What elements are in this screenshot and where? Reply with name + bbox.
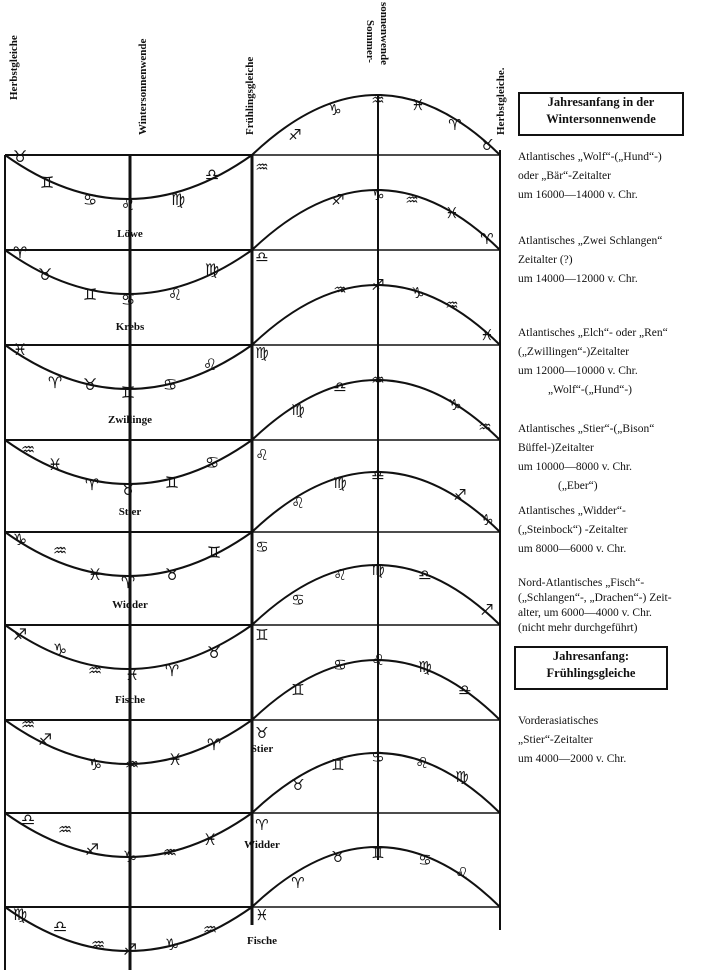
gemini-sign-icon: ♊ [82,285,98,304]
era-line: („Steinbock“) -Zeitalter [518,524,628,536]
era-line: „Wolf“-(„Hund“-) [548,384,632,396]
capricorn-sign-icon: ♑ [12,530,28,549]
era-line: Zeitalter (?) [518,254,573,266]
era-bull-near-east [518,712,723,769]
header-autumn-left: Herbstgleiche [8,35,20,100]
gemini-sign-icon: ♊ [255,626,269,644]
virgo-sign-icon: ♍ [204,260,220,279]
aquarius-sign-icon: ♒ [371,371,385,389]
era-line: um 14000—12000 v. Chr. [518,273,638,285]
aquarius-sign-icon: ♒ [20,440,36,459]
era-line: Nord-Atlantisches „Fisch“- [518,577,645,589]
leo-sign-icon: ♌ [371,651,385,669]
capricorn-sign-icon: ♑ [448,396,462,414]
header-summer-solstice-1: Sommer- [364,20,376,63]
libra-sign-icon: ♎ [418,566,432,584]
era-line: um 16000—14000 v. Chr. [518,189,638,201]
libra-sign-icon: ♎ [20,810,36,829]
pisces-sign-icon: ♓ [202,830,218,849]
aries-sign-icon: ♈ [255,816,269,834]
pisces-sign-icon: ♓ [480,326,494,344]
taurus-sign-icon: ♉ [291,776,305,794]
sagittarius-sign-icon: ♐ [480,601,494,619]
pisces-sign-icon: ♓ [12,340,28,359]
aquarius-sign-icon: ♒ [90,935,106,954]
row-label: Widder [112,599,148,611]
aries-sign-icon: ♈ [206,735,222,754]
leo-sign-icon: ♌ [120,195,136,214]
row-label: Löwe [117,228,143,240]
sagittarius-sign-icon: ♐ [84,840,100,859]
virgo-sign-icon: ♍ [418,658,432,676]
leo-sign-icon: ♌ [202,355,218,374]
pisces-sign-icon: ♓ [255,906,269,924]
era-line: Büffel-)Zeitalter [518,442,594,454]
sagittarius-sign-icon: ♐ [37,730,53,749]
leo-sign-icon: ♌ [455,864,469,882]
aquarius-sign-icon: ♒ [405,191,419,209]
box-spring-line-2: Frühlingsgleiche [546,666,636,680]
cancer-sign-icon: ♋ [418,851,432,869]
pisces-sign-icon: ♓ [411,96,425,114]
era-line: um 8000—6000 v. Chr. [518,543,627,555]
era-line: um 4000—2000 v. Chr. [518,753,627,765]
era-line: oder „Bär“-Zeitalter [518,170,611,182]
leo-sign-icon: ♌ [291,494,305,512]
era-fish-north [518,576,723,636]
aquarius-sign-icon: ♒ [57,820,73,839]
aries-sign-icon: ♈ [12,243,28,262]
taurus-sign-icon: ♉ [480,136,494,154]
row-label: Krebs [115,321,145,333]
gemini-sign-icon: ♊ [371,844,385,862]
taurus-sign-icon: ♉ [12,147,28,166]
libra-sign-icon: ♎ [52,917,68,936]
aries-sign-icon: ♈ [448,116,462,134]
era-wolf [518,148,723,205]
gemini-sign-icon: ♊ [39,173,55,192]
aquarius-sign-icon: ♒ [255,158,269,176]
era-line: Atlantisches „Wolf“-(„Hund“-) [518,151,662,163]
capricorn-sign-icon: ♑ [411,284,425,302]
libra-sign-icon: ♎ [458,681,472,699]
era-bull-bison [518,420,723,496]
box-winter-line-2: Wintersonnenwende [546,112,656,126]
summer-arc [252,285,500,345]
aquarius-sign-icon: ♒ [371,91,385,109]
box-spring-year-start [514,646,668,690]
virgo-sign-icon: ♍ [333,474,347,492]
gemini-sign-icon: ♊ [164,473,180,492]
leo-sign-icon: ♌ [167,285,183,304]
capricorn-sign-icon: ♑ [328,101,342,119]
capricorn-sign-icon: ♑ [52,640,68,659]
capricorn-sign-icon: ♑ [87,755,103,774]
aries-sign-icon: ♈ [164,661,180,680]
era-elk [518,324,723,400]
libra-sign-icon: ♎ [255,248,269,266]
sagittarius-sign-icon: ♐ [12,625,28,644]
aries-sign-icon: ♈ [291,874,305,892]
sagittarius-sign-icon: ♐ [288,126,302,144]
sagittarius-sign-icon: ♐ [331,191,345,209]
pisces-sign-icon: ♓ [47,455,63,474]
aquarius-sign-icon: ♒ [20,715,36,734]
taurus-sign-icon: ♉ [82,375,98,394]
spring-label: Widder [244,839,280,851]
era-line: („Eber“) [558,480,598,492]
spring-label: Stier [250,743,274,755]
era-line: „Stier“-Zeitalter [518,734,593,746]
box-winter-line-1: Jahresanfang in der [547,95,655,109]
pisces-sign-icon: ♓ [124,665,140,684]
gemini-sign-icon: ♊ [331,756,345,774]
spring-label: Fische [247,935,277,947]
aquarius-sign-icon: ♒ [478,418,492,436]
libra-sign-icon: ♎ [204,165,220,184]
era-line: Atlantisches „Zwei Schlangen“ [518,235,663,247]
libra-sign-icon: ♎ [333,378,347,396]
era-line: Atlantisches „Stier“-(„Bison“ [518,423,655,435]
virgo-sign-icon: ♍ [12,905,28,924]
era-line: Atlantisches „Widder“- [518,505,626,517]
leo-sign-icon: ♌ [255,446,269,464]
aries-sign-icon: ♈ [120,573,136,592]
summer-arc [252,380,500,440]
libra-sign-icon: ♎ [371,466,385,484]
era-line: um 10000—8000 v. Chr. [518,461,632,473]
pisces-sign-icon: ♓ [445,204,459,222]
era-two-serpents [518,232,723,289]
leo-sign-icon: ♌ [333,566,347,584]
aquarius-sign-icon: ♒ [87,661,103,680]
virgo-sign-icon: ♍ [291,401,305,419]
aries-sign-icon: ♈ [84,475,100,494]
aquarius-sign-icon: ♒ [202,920,218,939]
cancer-sign-icon: ♋ [82,190,98,209]
box-spring-line-1: Jahresanfang: [552,649,630,663]
cancer-sign-icon: ♋ [120,290,136,309]
virgo-sign-icon: ♍ [455,768,469,786]
era-line: (nicht mehr durchgeführt) [518,622,638,634]
cancer-sign-icon: ♋ [162,375,178,394]
pisces-sign-icon: ♓ [87,565,103,584]
sagittarius-sign-icon: ♐ [371,276,385,294]
leo-sign-icon: ♌ [415,754,429,772]
aquarius-sign-icon: ♒ [445,296,459,314]
header-winter-solstice: Wintersonnenwende [137,38,149,135]
row-label: Zwillinge [107,414,153,426]
cancer-sign-icon: ♋ [204,453,220,472]
aries-sign-icon: ♈ [480,230,494,248]
header-summer-solstice-2: sonnenwende [378,2,390,65]
era-line: alter, um 6000—4000 v. Chr. [518,607,652,619]
aquarius-sign-icon: ♒ [52,541,68,560]
cancer-sign-icon: ♋ [333,656,347,674]
taurus-sign-icon: ♉ [37,265,53,284]
virgo-sign-icon: ♍ [255,344,269,362]
taurus-sign-icon: ♉ [164,565,180,584]
row-label: Stier [118,506,142,518]
taurus-sign-icon: ♉ [206,643,222,662]
era-line: („Zwillingen“-)Zeitalter [518,346,630,358]
cancer-sign-icon: ♋ [255,538,269,556]
header-autumn-right: Herbstgleiche. [495,67,507,135]
era-line: Vorderasiatisches [518,715,599,727]
virgo-sign-icon: ♍ [170,190,186,209]
capricorn-sign-icon: ♑ [122,847,138,866]
cancer-sign-icon: ♋ [291,591,305,609]
aquarius-sign-icon: ♒ [124,755,140,774]
sagittarius-sign-icon: ♐ [453,486,467,504]
aquarius-sign-icon: ♒ [162,843,178,862]
taurus-sign-icon: ♉ [331,848,345,866]
pisces-sign-icon: ♓ [167,750,183,769]
gemini-sign-icon: ♊ [291,681,305,699]
capricorn-sign-icon: ♑ [164,935,180,954]
aquarius-sign-icon: ♒ [333,281,347,299]
capricorn-sign-icon: ♑ [371,186,385,204]
cancer-sign-icon: ♋ [371,748,385,766]
gemini-sign-icon: ♊ [206,543,222,562]
era-line: Atlantisches „Elch“- oder „Ren“ [518,327,668,339]
capricorn-sign-icon: ♑ [480,511,494,529]
era-ram [518,502,723,559]
era-line: („Schlangen“-, „Drachen“-) Zeit- [518,592,672,604]
era-line: um 12000—10000 v. Chr. [518,365,638,377]
virgo-sign-icon: ♍ [371,561,385,579]
sagittarius-sign-icon: ♐ [122,940,138,959]
header-spring-equinox: Frühlingsgleiche [244,56,256,135]
gemini-sign-icon: ♊ [120,383,136,402]
row-label: Fische [115,694,145,706]
taurus-sign-icon: ♉ [255,724,269,742]
box-winter-year-start [518,92,684,136]
aries-sign-icon: ♈ [47,373,63,392]
taurus-sign-icon: ♉ [120,480,136,499]
